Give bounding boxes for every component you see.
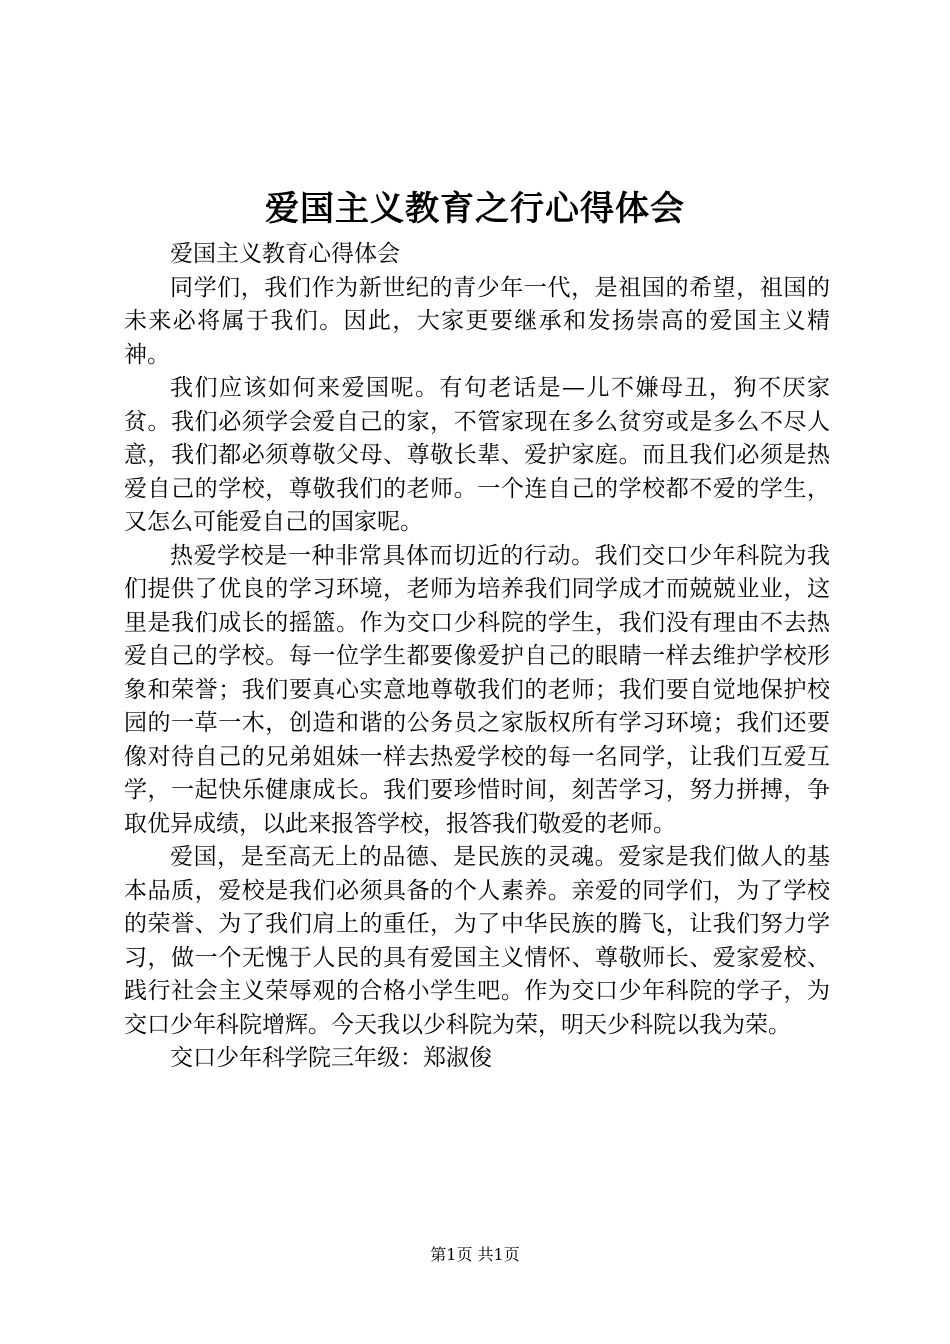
body-paragraph-4: 爱国，是至高无上的品德、是民族的灵魂。爱家是我们做人的基本品质，爱校是我们必须具备的个人素养。亲爱的同学们，为了学校的荣誉、为了我们肩上的重任，为了中华民族的腾飞，让我们努力学习，做一个无愧于人民的具有爱国主义情怀、尊敬师长、爱家爱校、践行社会主义荣辱观的合格小学生吧。作为交口少年科院的学子，为交口少年科院增辉。今天我以少科院为荣，明天少科院以我为荣。 [124,844,830,1038]
body-paragraph-2: 我们应该如何来爱国呢。有句老话是—儿不嫌母丑，狗不厌家贫。我们必须学会爱自己的家，不管家现在多么贫穷或是多么不尽人意，我们都必须尊敬父母、尊敬长辈、爱护家庭。而且我们必须是热爱自己的学校，尊敬我们的老师。一个连自己的学校都不爱的学生，又怎么可能爱自己的国家呢。 [124,375,830,535]
document-body [124,238,830,1076]
body-paragraph-3: 热爱学校是一种非常具体而切近的行动。我们交口少年科院为我们提供了优良的学习环境，老师为培养我们同学成才而兢兢业业，这里是我们成长的摇篮。作为交口少科院的学生，我们没有理由不去热爱自己的学校。每一位学生都要像爱护自己的眼睛一样去维护学校形象和荣誉；我们要真心实意地尊敬我们的老师；我们要自觉地保护校园的一草一木，创造和谐的公务员之家版权所有学习环境；我们还要像对待自己的兄弟姐妹一样去热爱学校的每一名同学，让我们互爱互学，一起快乐健康成长。我们要珍惜时间，刻苦学习，努力拼搏，争取优异成绩，以此来报答学校，报答我们敬爱的老师。 [124,542,830,837]
document-title: 爱国主义教育之行心得体会 [265,189,685,229]
signature-paragraph: 交口少年科学院三年级：郑淑俊 [170,1045,492,1071]
body-paragraph-1: 同学们，我们作为新世纪的青少年一代，是祖国的希望，祖国的未来必将属于我们。因此，大家更要继承和发扬崇高的爱国主义精神。 [124,274,830,368]
subtitle-paragraph: 爱国主义教育心得体会 [170,241,400,267]
page-number-footer: 第1页 共1页 [430,1245,520,1264]
